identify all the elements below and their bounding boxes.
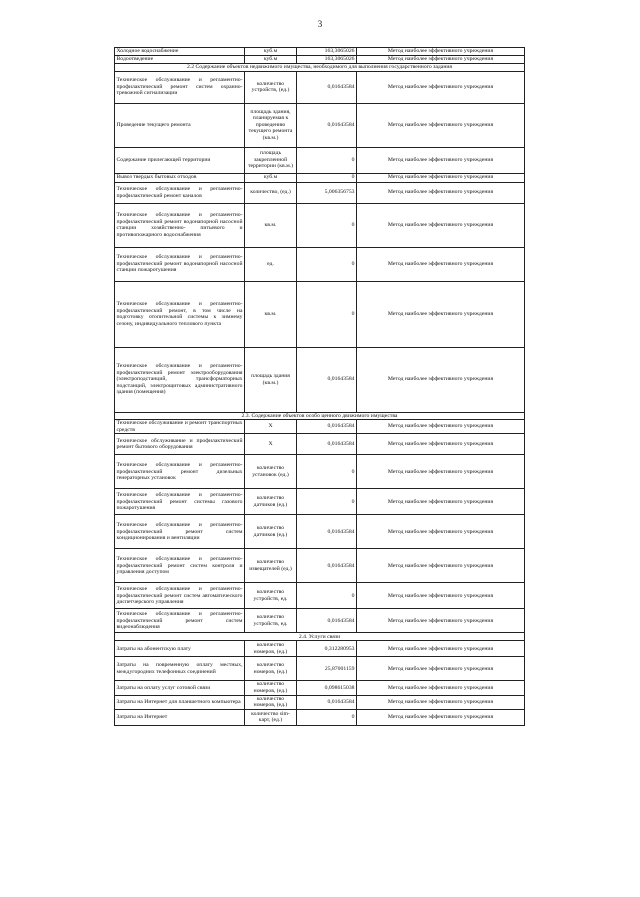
- table-row: [115, 609, 525, 633]
- cost-item-name: Затраты на повременную оплату местных, междугородних телефонных соединений: [115, 657, 245, 681]
- calculation-method: Метод наиболее эффективного учреждения: [357, 71, 525, 103]
- unit-of-measure: ед.: [245, 247, 297, 281]
- normative-value: 0: [297, 147, 357, 173]
- normative-value: 163,3065026: [297, 48, 357, 56]
- unit-of-measure: количество устройств, ед.: [245, 609, 297, 633]
- unit-of-measure: количество устройств, (ед.): [245, 71, 297, 103]
- table-row: [115, 709, 525, 725]
- cost-item-name: Техническое обслуживание и регламентно- профилактический ремонт водонапорной насосной станции пожаротушения: [115, 247, 245, 281]
- unit-of-measure: Х: [245, 420, 297, 434]
- table-body: [115, 48, 525, 726]
- cost-item-name: Водоотведение: [115, 56, 245, 64]
- calculation-method: Метод наиболее эффективного учреждения: [357, 609, 525, 633]
- normative-value: 0,01643584: [297, 420, 357, 434]
- cost-item-name: Проведение текущего ремонта: [115, 103, 245, 147]
- calculation-method: Метод наиболее эффективного учреждения: [357, 147, 525, 173]
- unit-of-measure: кв.м.: [245, 203, 297, 247]
- table-row: [115, 281, 525, 347]
- calculation-method: Метод наиболее эффективного учреждения: [357, 347, 525, 412]
- section-header-row: [115, 412, 525, 420]
- table-row: [115, 549, 525, 583]
- calculation-method: Метод наиболее эффективного учреждения: [357, 420, 525, 434]
- normative-value: 0: [297, 489, 357, 515]
- normative-value: 0,312280953: [297, 641, 357, 657]
- section-title: 2.3. Содержание объектов особо ценного движимого имущества: [115, 412, 525, 420]
- unit-of-measure: количество номеров, (ед.): [245, 681, 297, 695]
- unit-of-measure: количество установок (ед.): [245, 455, 297, 489]
- normative-value: 0,098615038: [297, 681, 357, 695]
- table-row: [115, 455, 525, 489]
- normative-value: 0: [297, 455, 357, 489]
- cost-item-name: Техническое обслуживание и регламентно- профилактический ремонт, в том числе на подготовку отопительной системы к зимнему сезону, индивидуального теплового пункта: [115, 281, 245, 347]
- table-row: [115, 173, 525, 182]
- unit-of-measure: количество, (ед.): [245, 182, 297, 203]
- unit-of-measure: количество устройств, ед.: [245, 583, 297, 609]
- calculation-method: Метод наиболее эффективного учреждения: [357, 455, 525, 489]
- table-row: [115, 657, 525, 681]
- normative-value: 0: [297, 203, 357, 247]
- calculation-method: Метод наиболее эффективного учреждения: [357, 203, 525, 247]
- cost-item-name: Затраты на абонентскую плату: [115, 641, 245, 657]
- calculation-method: Метод наиболее эффективного учреждения: [357, 583, 525, 609]
- cost-item-name: Техническое обслуживание и регламентно- профилактический ремонт электрооборудования (электроподстанций, трансформаторных подстанций, электрощитовых административного здания (помещения): [115, 347, 245, 412]
- cost-item-name: Техническое обслуживание и регламентно- профилактический ремонт систем контроля и управления доступом: [115, 549, 245, 583]
- normative-value: 0: [297, 281, 357, 347]
- table-row: [115, 247, 525, 281]
- table-row: [115, 515, 525, 549]
- table-row: [115, 56, 525, 64]
- section-title: 2.2 Содержание объектов недвижимого имущества, необходимого для выполнения государственного задания: [115, 64, 525, 72]
- normative-value: 163,3065026: [297, 56, 357, 64]
- table-row: [115, 48, 525, 56]
- unit-of-measure: площадь здания (кв.м.): [245, 347, 297, 412]
- table-row: [115, 434, 525, 455]
- unit-of-measure: количество номеров, (ед.): [245, 695, 297, 709]
- normative-value: 25,87001159: [297, 657, 357, 681]
- calculation-method: Метод наиболее эффективного учреждения: [357, 641, 525, 657]
- calculation-method: Метод наиболее эффективного учреждения: [357, 515, 525, 549]
- normative-value: 0,01643584: [297, 434, 357, 455]
- calculation-method: Метод наиболее эффективного учреждения: [357, 103, 525, 147]
- unit-of-measure: площадь закрепленной территории (кв.м.): [245, 147, 297, 173]
- normative-value: 0,01643584: [297, 71, 357, 103]
- table-row: [115, 583, 525, 609]
- unit-of-measure: количество датчиков (ед.): [245, 489, 297, 515]
- cost-item-name: Техническое обслуживание и регламентно-профилактический ремонт дизельных генераторных установок: [115, 455, 245, 489]
- unit-of-measure: количество sim-карт, (ед.): [245, 709, 297, 725]
- unit-of-measure: площадь здания, планируемая к проведению текущего ремонта (кв.м.): [245, 103, 297, 147]
- calculation-method: Метод наиболее эффективного учреждения: [357, 549, 525, 583]
- normative-value: 0,01643584: [297, 347, 357, 412]
- table-row: [115, 347, 525, 412]
- cost-item-name: Техническое обслуживание и ремонт транспортных средств: [116, 420, 243, 433]
- calculation-method: Метод наиболее эффективного учреждения: [357, 489, 525, 515]
- calculation-method: Метод наиболее эффективного учреждения: [357, 709, 525, 725]
- calculation-method: Метод наиболее эффективного учреждения: [357, 56, 525, 64]
- table-row: [115, 641, 525, 657]
- normative-value: 0: [297, 709, 357, 725]
- normative-value: 0: [297, 173, 357, 182]
- section-header-row: [115, 64, 525, 72]
- unit-of-measure: куб.м: [245, 48, 297, 56]
- normative-value: 0,01643584: [297, 695, 357, 709]
- section-header-row: [115, 633, 525, 641]
- calculation-method: Метод наиболее эффективного учреждения: [357, 247, 525, 281]
- unit-of-measure: количество номеров, (ед.): [245, 657, 297, 681]
- cost-item-name: Затраты на Интернет: [115, 709, 245, 725]
- table-row: [115, 489, 525, 515]
- unit-of-measure: количество номеров, (ед.): [245, 641, 297, 657]
- calculation-method: Метод наиболее эффективного учреждения: [357, 182, 525, 203]
- calculation-method: Метод наиболее эффективного учреждения: [357, 434, 525, 455]
- cost-item-name: Содержание прилегающей территории: [115, 147, 245, 173]
- normative-value: 0: [297, 583, 357, 609]
- calculation-method: Метод наиболее эффективного учреждения: [357, 281, 525, 347]
- calculation-method: Метод наиболее эффективного учреждения: [357, 173, 525, 182]
- cost-item-name: Техническое обслуживание и профилактический ремонт бытового оборудования: [115, 434, 245, 455]
- unit-of-measure: количество датчиков (ед.): [245, 515, 297, 549]
- cost-item-name: Техническое обслуживание и регламентно-профилактический ремонт системы газового пожаротушения: [115, 489, 245, 515]
- table-row: [115, 681, 525, 695]
- normative-value: 0,01643584: [297, 515, 357, 549]
- unit-of-measure: кв.м.: [245, 281, 297, 347]
- cost-item-name: Затраты на оплату услуг сотовой связи: [115, 681, 245, 695]
- calculation-method: Метод наиболее эффективного учреждения: [357, 695, 525, 709]
- calculation-method: Метод наиболее эффективного учреждения: [357, 48, 525, 56]
- table-row: [115, 103, 525, 147]
- cost-item-name: Техническое обслуживание и регламентно- профилактический ремонт систем автоматического диспетчерского управления: [115, 583, 245, 609]
- normative-value: 5,006356753: [297, 182, 357, 203]
- cost-item-name: Затраты на Интернет для планшетного компьютера: [115, 695, 245, 709]
- table-row: [115, 420, 525, 434]
- normative-costs-table: [114, 47, 525, 726]
- normative-value: 0: [297, 247, 357, 281]
- calculation-method: Метод наиболее эффективного учреждения: [357, 681, 525, 695]
- cost-item-name: Техническое обслуживание и регламентно- профилактический ремонт водонапорной насосной станции хозяйственно- питьевого и противопожарного водоснабжения: [115, 203, 245, 247]
- calculation-method: Метод наиболее эффективного учреждения: [357, 657, 525, 681]
- table-row: [115, 203, 525, 247]
- table-row: [115, 71, 525, 103]
- cost-item-name: Техническое обслуживание и регламентно-профилактический ремонт систем кондиционирования и вентиляции: [115, 515, 245, 549]
- page-number: 3: [317, 19, 323, 29]
- normative-value: 0,01643584: [297, 549, 357, 583]
- cost-item-name: Техническое обслуживание и регламентно- профилактический ремонт систем охранно- тревожной сигнализации: [115, 71, 245, 103]
- table-row: [115, 695, 525, 709]
- normative-value: 0,01643584: [297, 103, 357, 147]
- cost-item-name: Техническое обслуживание и регламентно- профилактический ремонт систем видеонаблюдения: [115, 609, 245, 633]
- unit-of-measure: куб.м: [245, 56, 297, 64]
- section-title: 2.4. Услуги связи: [115, 633, 525, 641]
- normative-value: 0,01643584: [297, 609, 357, 633]
- unit-of-measure: количество извещателей (ед.): [245, 549, 297, 583]
- cost-item-name: Вывоз твердых бытовых отходов: [115, 173, 245, 182]
- unit-of-measure: Х: [245, 434, 297, 455]
- table-row: [115, 182, 525, 203]
- cost-item-name: Холодное водоснабжение: [115, 48, 245, 56]
- unit-of-measure: куб.м: [245, 173, 297, 182]
- cost-item-name: Техническое обслуживание и регламентно- профилактический ремонт каналов: [115, 182, 245, 203]
- table-row: [115, 147, 525, 173]
